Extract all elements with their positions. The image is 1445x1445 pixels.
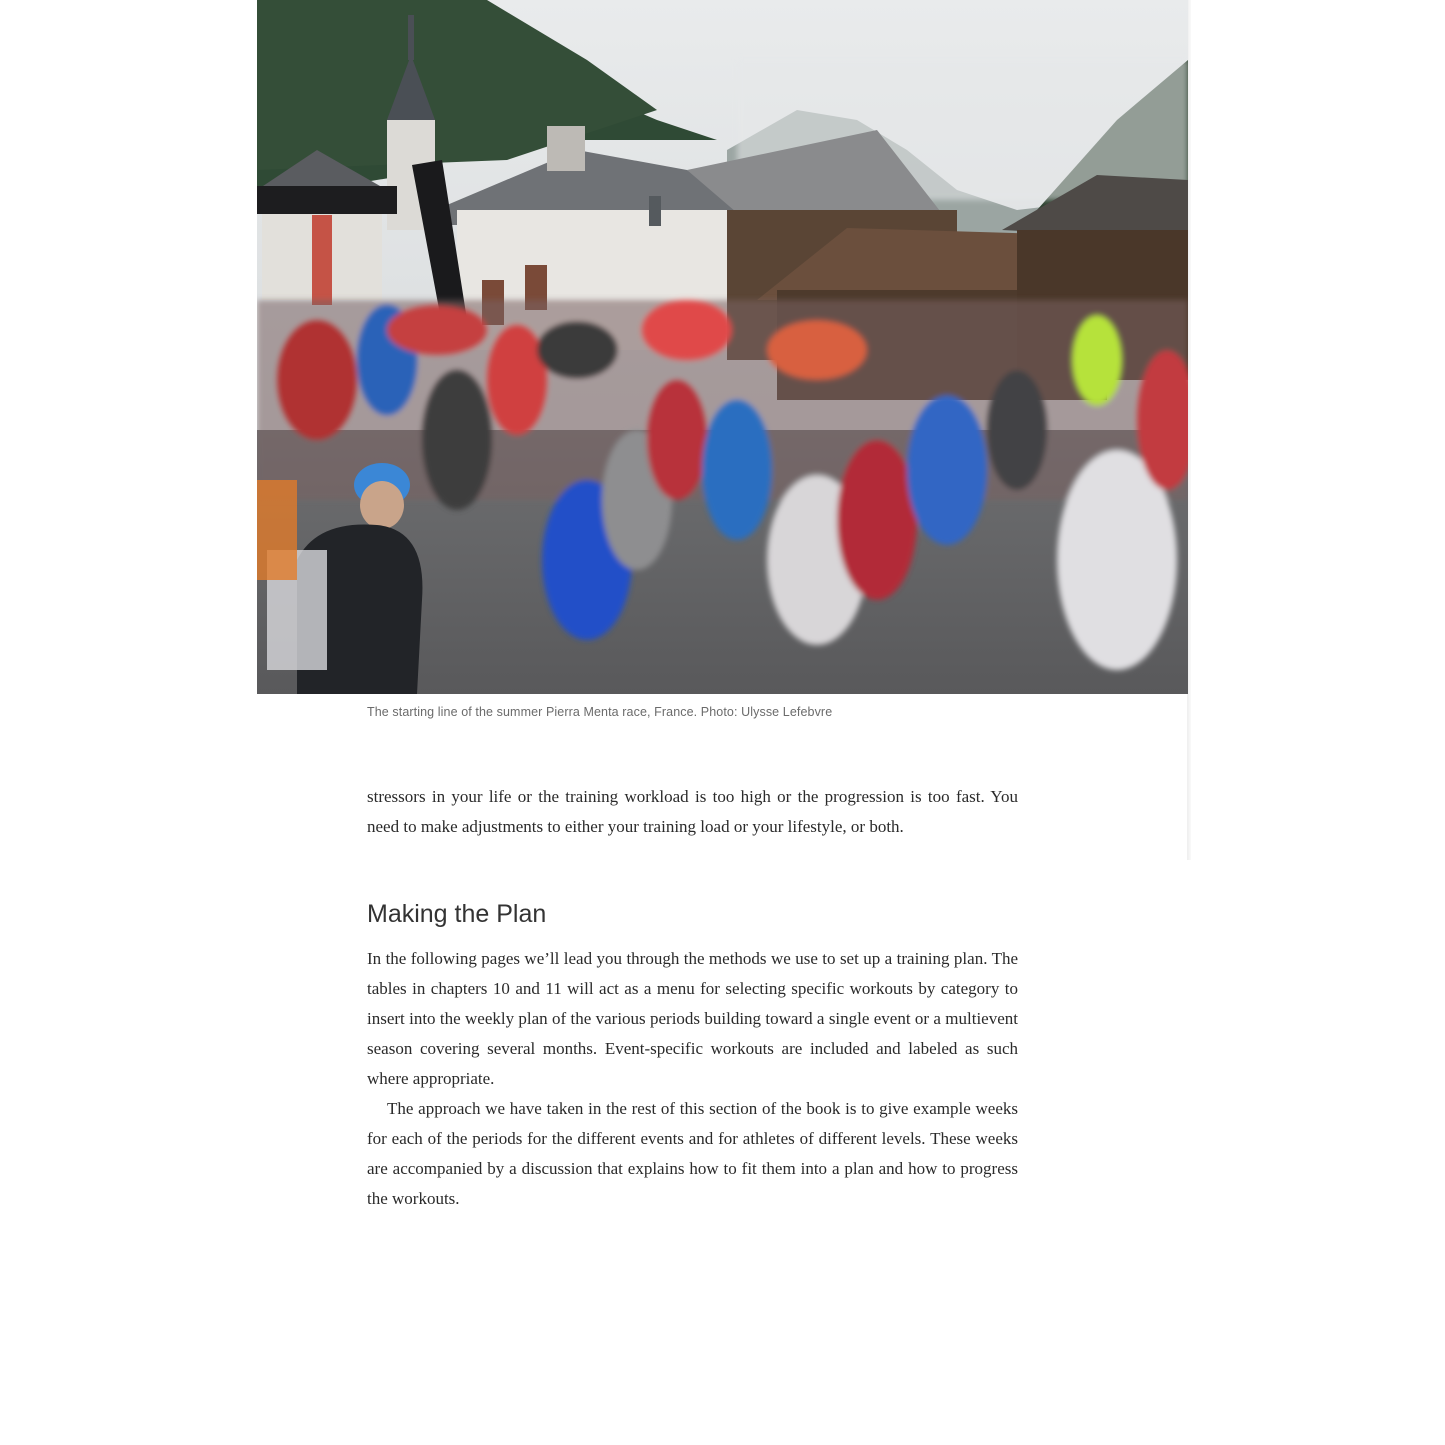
continuation-paragraph: stressors in your life or the training workload is too high or the progression is too fast. You need to make adjustments to either your training load or your lifestyle, or both.: [367, 787, 1018, 836]
photo-caption: The starting line of the summer Pierra Menta race, France. Photo: Ulysse Lefebvre: [367, 705, 833, 719]
plan-intro-paragraph: In the following pages we’ll lead you through the methods we use to set up a training plan. The tables in chapters 10 and 11 will act as a menu for selecting specific workouts by category to insert into the weekly plan of the various periods building toward a single event or a multievent season covering several months. Event-specific workouts are included and labeled as such where appropriate.: [367, 949, 1018, 1088]
race-start-photo: [257, 0, 1188, 694]
section-heading: Making the Plan: [367, 900, 547, 928]
approach-paragraph: The approach we have taken in the rest of this section of the book is to give example weeks for each of the periods for the different events and for athletes of different levels. These weeks are accompanied by a discussion that explains how to fit them into a plan and how to progress the workouts.: [367, 1099, 1018, 1208]
photo-illustration: [257, 0, 1188, 694]
